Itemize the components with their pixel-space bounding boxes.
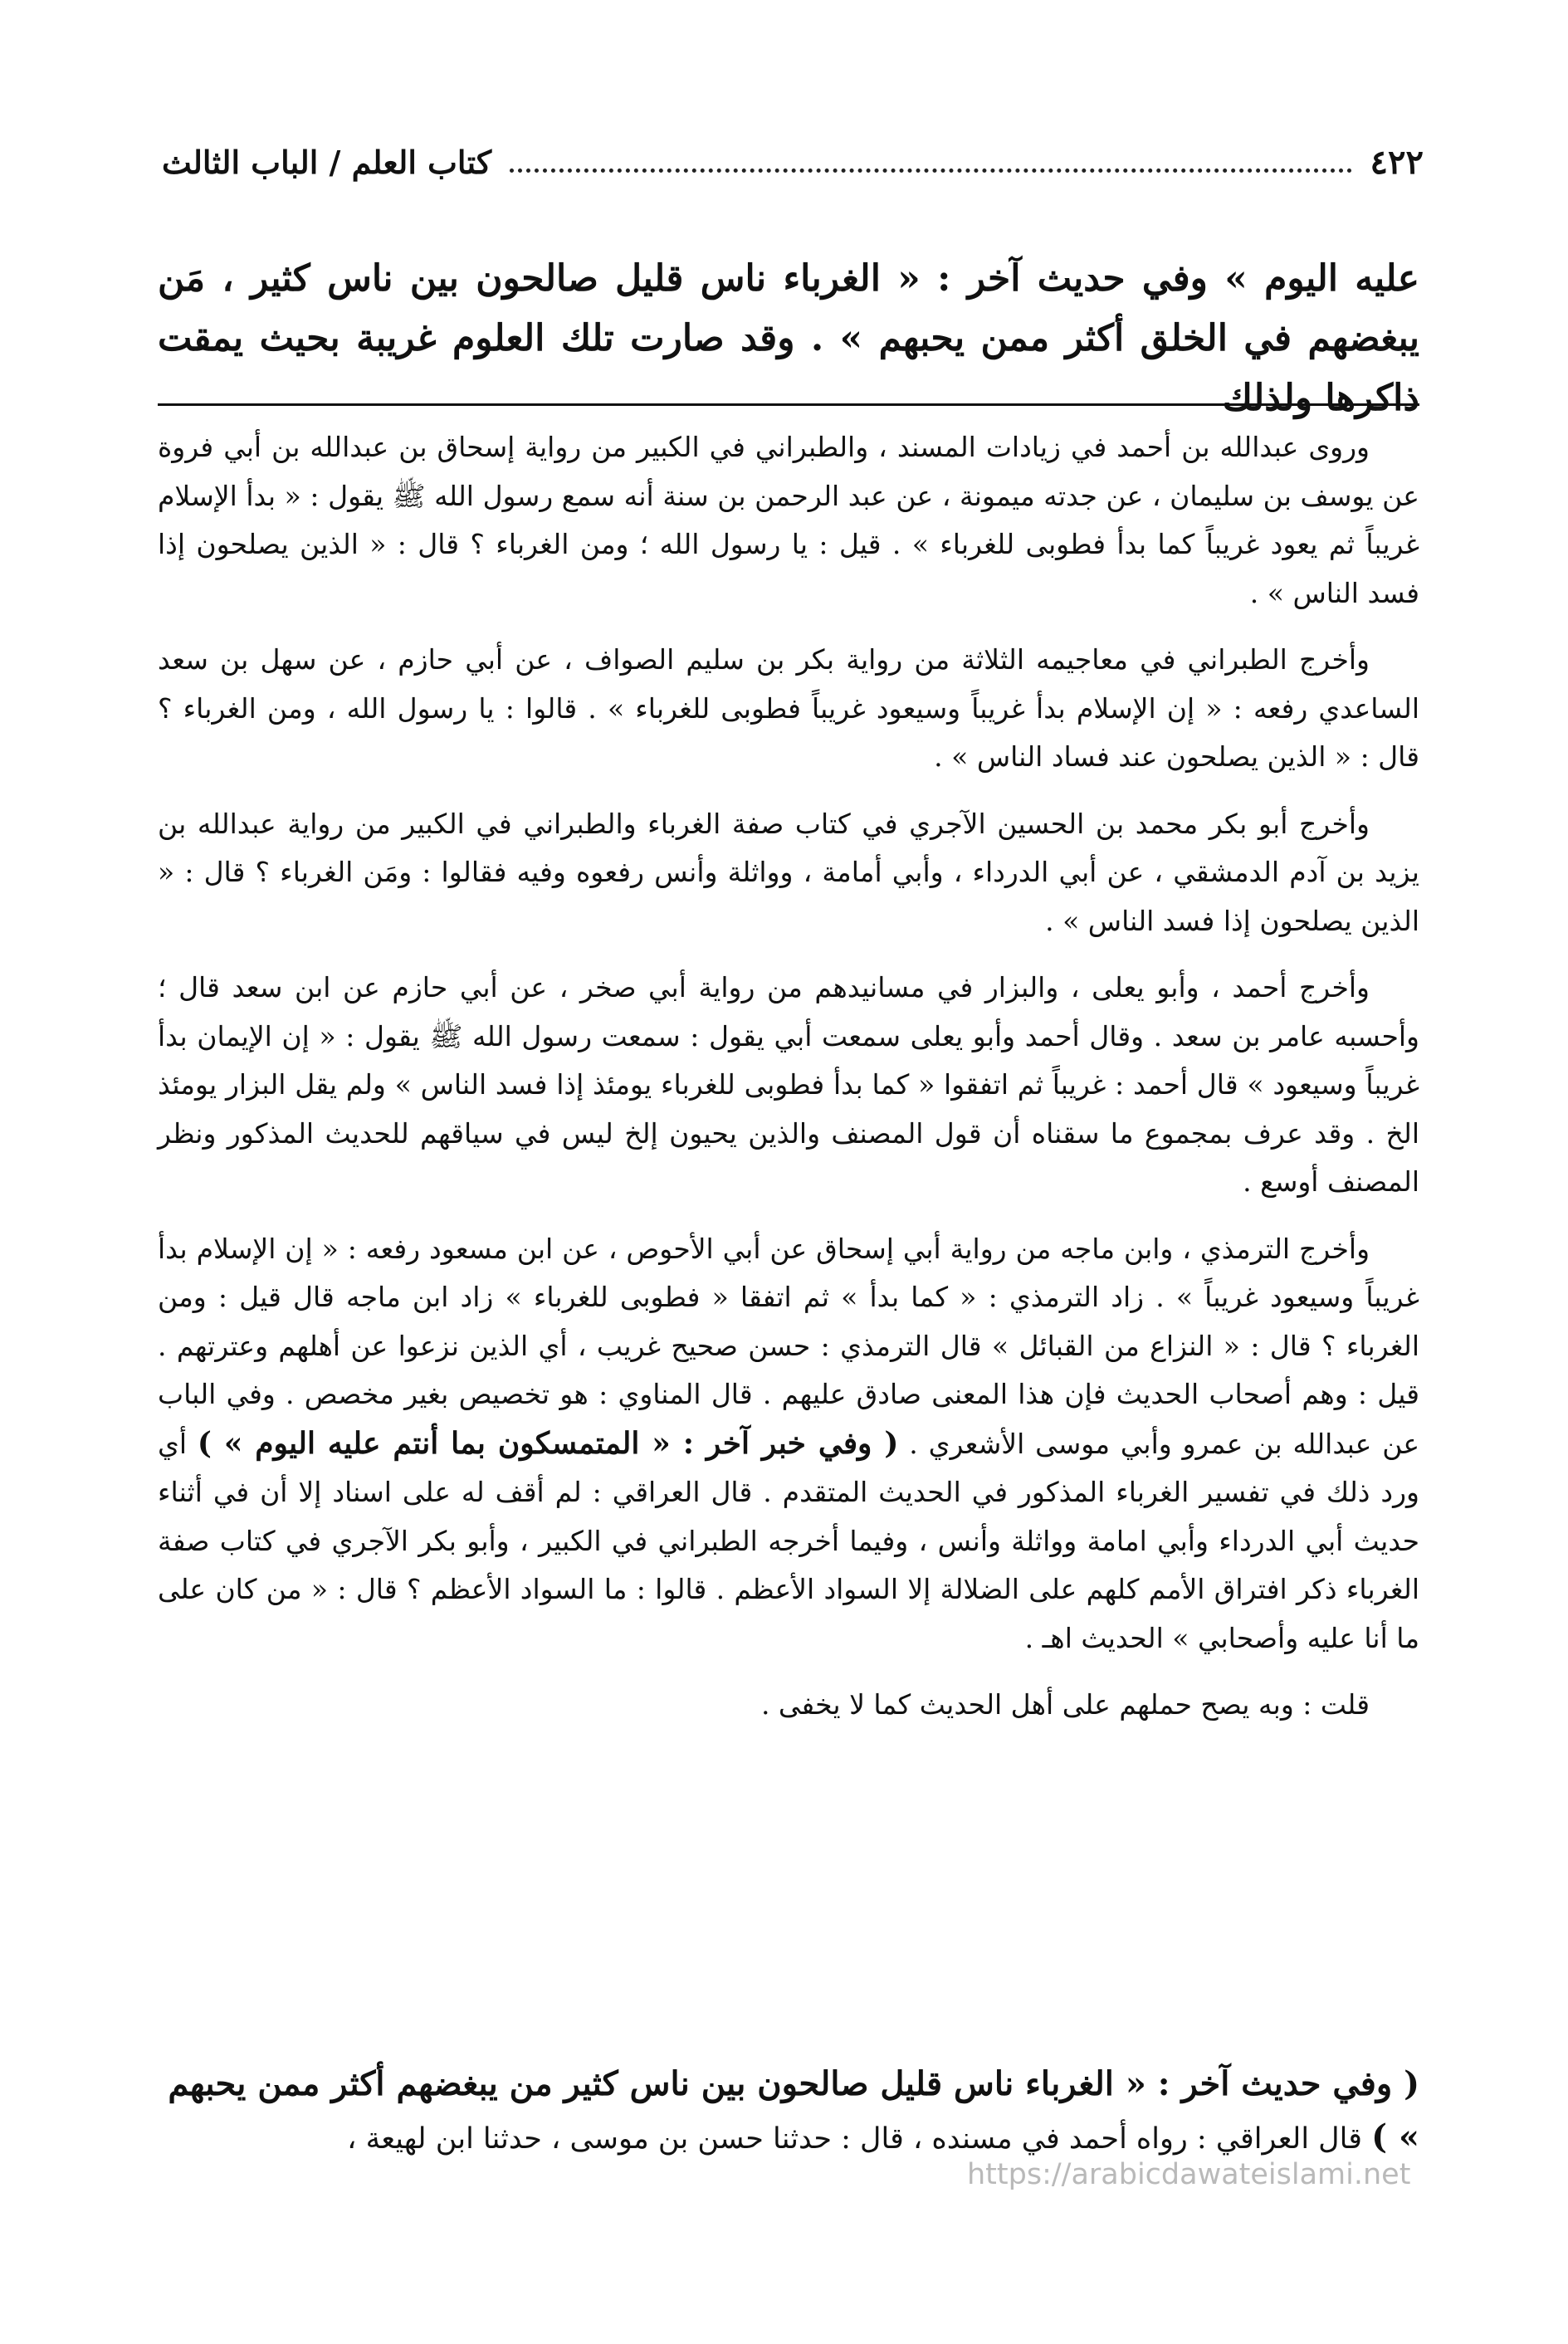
commentary-paragraph: وروى عبدالله بن أحمد في زيادات المسند ، والطبراني في الكبير من رواية إسحاق بن عبدالله بن أبي فروة عن يوسف بن سليمان ، عن جدته ميمونة ، عن عبد الرحمن بن سنة أنه سمع رسول الله ﷺ يقول : « بدأ الإسلام غريباً ثم يعود غريباً كما بدأ فطوبى للغرباء » . قيل : يا رسول الله ؛ ومن الغرباء ؟ قال : « الذين يصلحون إذا فسد الناس » . bbox=[158, 431, 1419, 609]
commentary-text: وأخرج الترمذي ، وابن ماجه من رواية أبي إسحاق عن أبي الأحوص ، عن ابن مسعود رفعه : « إن الإسلام بدأ غريباً وسيعود غريباً » . زاد الترمذي : « كما بدأ » ثم اتفقا « فطوبى للغرباء » زاد ابن ماجه قال قيل : ومن الغرباء ؟ قال : « النزاع من القبائل » قال الترمذي : حسن صحيح غريب ، أي الذين نزعوا عن أهلهم وعترتهم . قيل : وهم أصحاب الحديث فإن هذا المعنى صادق عليهم . قال المناوي : هو تخصيص بغير مخصص . وفي الباب عن عبدالله بن عمرو وأبي موسى الأشعري . bbox=[158, 1232, 1420, 1460]
watermark-url: https://arabicdawateislami.net bbox=[967, 2158, 1411, 2191]
chapter-title: كتاب العلم / الباب الثالث bbox=[162, 143, 492, 181]
commentary-paragraph: قلت : وبه يصح حملهم على أهل الحديث كما لا يخفى . bbox=[760, 1688, 1370, 1721]
lower-section bbox=[158, 2058, 1419, 2165]
main-text: عليه اليوم » وفي حديث آخر : « الغرباء ناس قليل صالحون بين ناس كثير ، مَن يبغضهم في الخلق أكثر ممن يحبهم » . وقد صارت تلك العلوم غريبة بحيث يمقت ذاكرها ولذلك bbox=[158, 257, 1419, 419]
commentary-paragraph: وأخرج الطبراني في معاجيمه الثلاثة من رواية بكر بن سليم الصواف ، عن أبي حازم ، عن سهل بن سعد الساعدي رفعه : « إن الإسلام بدأ غريباً وسيعود غريباً فطوبى للغرباء » . قالوا : يا رسول الله ، ومن الغرباء ؟ قال : « الذين يصلحون عند فساد الناس » . bbox=[158, 643, 1419, 773]
header-dot-leader bbox=[510, 168, 1351, 173]
commentary-paragraph bbox=[158, 1225, 1419, 1663]
quoted-phrase: ( وفي حديث آخر : « الغرباء ناس قليل صالحون بين ناس كثير من يبغضهم أكثر ممن يحبهم » ) bbox=[168, 2064, 1419, 2156]
commentary-text: أي ورد ذلك في تفسير الغرباء المذكور في الحديث المتقدم . قال العراقي : لم أقف له على اسناد إلا أن في أثناء حديث أبي الدرداء وأبي امامة وواثلة وأنس ، وفيما أخرجه الطبراني في الكبير ، وأبو بكر الآجري في كتاب صفة الغرباء ذكر افتراق الأمم كلهم على الضلالة إلا السواد الأعظم . قالوا : ما السواد الأعظم ؟ قال : « من كان على ما أنا عليه وأصحابي » الحديث اهـ . bbox=[158, 1427, 1419, 1654]
commentary bbox=[158, 423, 1419, 1748]
commentary-text: قال العراقي : رواه أحمد في مسنده ، قال : حدثنا حسن بن موسى ، حدثنا ابن لهيعة ، bbox=[347, 2122, 1362, 2156]
quoted-phrase: ( وفي خبر آخر : « المتمسكون بما أنتم عليه اليوم » ) bbox=[197, 1425, 899, 1461]
footnote-divider bbox=[158, 403, 1419, 406]
page-number: ٤٢٢ bbox=[1370, 142, 1424, 182]
running-header bbox=[162, 133, 1424, 191]
commentary-paragraph: وأخرج أحمد ، وأبو يعلى ، والبزار في مسانيدهم من رواية أبي صخر ، عن أبي حازم عن ابن سعد قال ؛ وأحسبه عامر بن سعد . وقال أحمد وأبو يعلى سمعت أبي يقول : سمعت رسول الله ﷺ يقول : « إن الإيمان بدأ غريباً وسيعود » قال أحمد : غريباً ثم اتفقوا « كما بدأ فطوبى للغرباء يومئذ إذا فسد الناس » ولم يقل البزار يومئذ الخ . وقد عرف بمجموع ما سقناه أن قول المصنف والذين يحيون إلخ ليس في سياقهم للحديث المذكور ونظر المصنف أوسع . bbox=[158, 971, 1419, 1198]
commentary-paragraph: وأخرج أبو بكر محمد بن الحسين الآجري في كتاب صفة الغرباء والطبراني في الكبير من رواية عبدالله بن يزيد بن آدم الدمشقي ، عن أبي الدرداء ، وأبي أمامة ، وواثلة وأنس رفعوه وفيه فقالوا : ومَن الغرباء ؟ قال : « الذين يصلحون إذا فسد الناس » . bbox=[158, 807, 1419, 937]
